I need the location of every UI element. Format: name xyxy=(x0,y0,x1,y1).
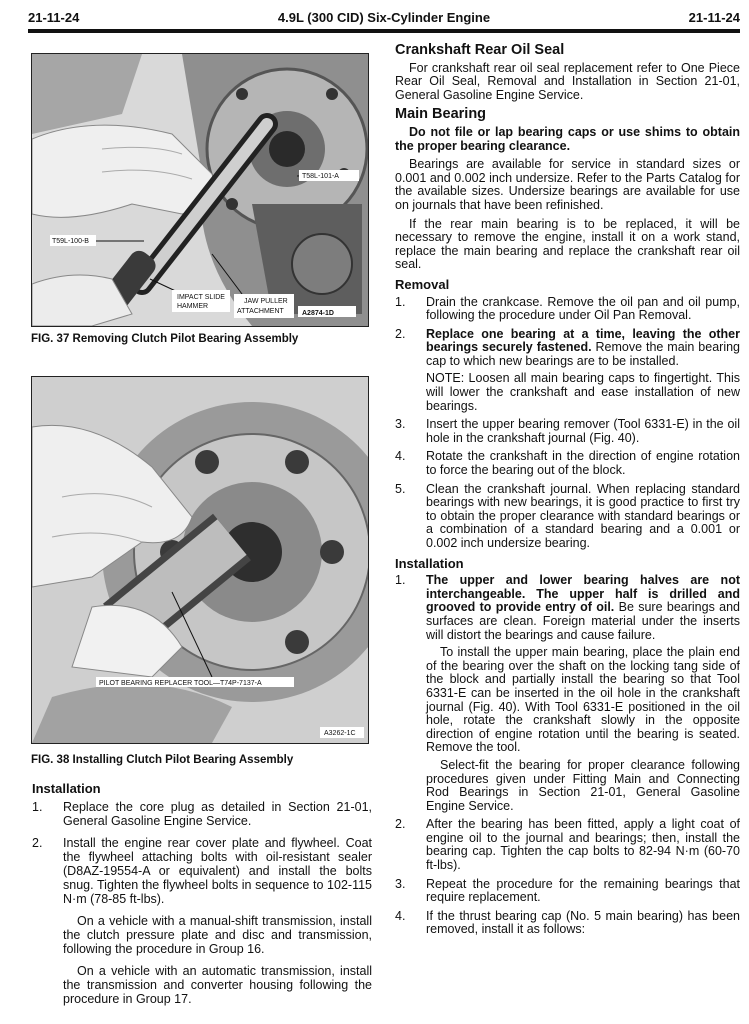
rear-bearing-paragraph: If the rear main bearing is to be replaced, it will be necessary to remove the engine, install it on a work stand, replace the main bearing and replace the crankshaft rear oil seal. xyxy=(395,216,740,272)
crankshaft-rear-oil-seal-heading: Crankshaft Rear Oil Seal xyxy=(395,42,565,58)
page-number-left: 21-11-24 xyxy=(28,10,80,25)
fig37-photo xyxy=(31,53,369,327)
fig38-code: A3262-1C xyxy=(324,730,356,737)
left-step-2: 2. Install the engine rear cover plate and flywheel. Coat the flywheel attaching bolts with oil-resistant sealer (D8AZ-19554-A or equivalent) and install the bolts snug. Tighten the flywheel bolts in sequence to 102-115 N·m (78-85 ft-lbs). xyxy=(32,836,372,906)
fig37-label-t59: T59L-100-B xyxy=(52,238,89,245)
installation-step-1: 1. The upper and lower bearing halves are not interchangeable. The upper half is drilled and grooved to provide entry of oil. Be sure bearings and surfaces are clean. Foreign material under the inserts will distort the bearings and cause failure. To install the upper main bearing, place the plain end of the bearing over the shaft on the locking tang side of the block and partially install the bearing so that Tool 6331-E can be inserted in the oil hole in the crankshaft journal (Fig. 40). With Tool 6331-E positioned in the oil hole, rotate the crankshaft slowly in the opposite direction of engine rotation until the bearing is seated. Remove the tool. Select-fit the bearing for proper clearance following procedures given under Fitting Main and Connecting Rod Bearings in Section 21-01, General Gasoline Engine Service. xyxy=(395,573,740,813)
fig37-illustration xyxy=(32,54,368,326)
fig37-label-t58: T58L-101-A xyxy=(302,173,339,180)
running-title: 4.9L (300 CID) Six-Cylinder Engine xyxy=(277,10,491,25)
removal-heading: Removal xyxy=(395,276,450,292)
removal-step-2: 2. Replace one bearing at a time, leaving the other bearings securely fastened. Remove the main bearing cap to which new bearings are to be installed. NOTE: Loosen all main bearing caps to fingertight. This will lower the crankshaft and ease installation of new bearings. xyxy=(395,326,741,413)
fig37-code: A2874-1D xyxy=(302,310,334,317)
header-rule xyxy=(28,29,740,33)
fig37-caption: FIG. 37 Removing Clutch Pilot Bearing Assembly xyxy=(31,333,299,345)
fig38-label-tool: PILOT BEARING REPLACER TOOL—T74P-7137-A xyxy=(99,680,262,687)
page-number-right: 21-11-24 xyxy=(688,10,740,25)
removal-step-4: 4. Rotate the crankshaft in the direction of engine rotation to force the bearing out of the block. xyxy=(395,449,740,478)
left-automatic-paragraph: On a vehicle with an automatic transmission, install the transmission and converter housing following the procedure in Group 17. xyxy=(63,964,372,1006)
fig37-label-slide-1: IMPACT SLIDE xyxy=(177,294,225,301)
availability-paragraph: Bearings are available for service in standard sizes or 0.001 and 0.002 inch undersize. Refer to the Parts Catalog for the available sizes. Undersize bearings are available for use on journals that have been refinished. xyxy=(395,157,740,212)
installation-step-3: 3. Repeat the procedure for the remaining bearings that require replacement. xyxy=(395,876,740,905)
removal-note: NOTE: Loosen all main bearing caps to fingertight. This will lower the crankshaft and ease installation of new bearings. xyxy=(426,371,740,413)
fig37-label-slide-2: HAMMER xyxy=(177,303,209,310)
removal-step-1: 1. Drain the crankcase. Remove the oil pan and oil pump, following the procedure under Oil Pan Removal. xyxy=(395,294,740,323)
left-manual-shift-paragraph: On a vehicle with a manual-shift transmission, install the clutch pressure plate and disc and transmission, following the procedure in Group 16. xyxy=(63,914,372,956)
main-bearing-heading: Main Bearing xyxy=(395,106,487,123)
removal-step-5: 5. Clean the crankshaft journal. When replacing standard bearings with new bearings, it is good practice to first try to obtain the proper clearance with standard bearings or a combination of a standard bearing and a 0.001 or 0.002 inch undersize bearing. xyxy=(395,481,740,550)
installation-heading-right: Installation xyxy=(395,555,464,571)
warning-paragraph: Do not file or lap bearing caps or use shims to obtain the proper bearing clearance. xyxy=(395,124,740,153)
oil-seal-paragraph: For crankshaft rear oil seal replacement refer to One Piece Rear Oil Seal, Removal and Installation in Section 21-01, General Gasoline Engine Service. xyxy=(395,60,740,102)
removal-step-3: 3. Insert the upper bearing remover (Tool 6331-E) in the oil hole in the crankshaft journal (Fig. 40). xyxy=(395,417,740,445)
installation-step-2: 2. After the bearing has been fitted, apply a light coat of engine oil to the journal and bearings; then, install the bearing cap. Tighten the cap bolts to 82-94 N·m (60-70 ft-lbs). xyxy=(395,817,740,873)
left-column-text xyxy=(32,778,372,1010)
page-header xyxy=(28,6,740,26)
fig38-illustration xyxy=(32,377,368,743)
right-column-text xyxy=(395,44,740,942)
fig37-label-jaw-1: JAW PULLER xyxy=(244,298,288,305)
fig38-photo xyxy=(31,376,369,744)
fig38-caption: FIG. 38 Installing Clutch Pilot Bearing Assembly xyxy=(31,754,294,766)
installation-heading-left: Installation xyxy=(32,781,101,796)
left-step-1: 1. Replace the core plug as detailed in Section 21-01, General Gasoline Engine Service. xyxy=(32,800,372,828)
fig37-label-jaw-2: ATTACHMENT xyxy=(237,308,284,315)
installation-step-4: 4. If the thrust bearing cap (No. 5 main bearing) has been removed, install it as follows: xyxy=(395,908,740,937)
